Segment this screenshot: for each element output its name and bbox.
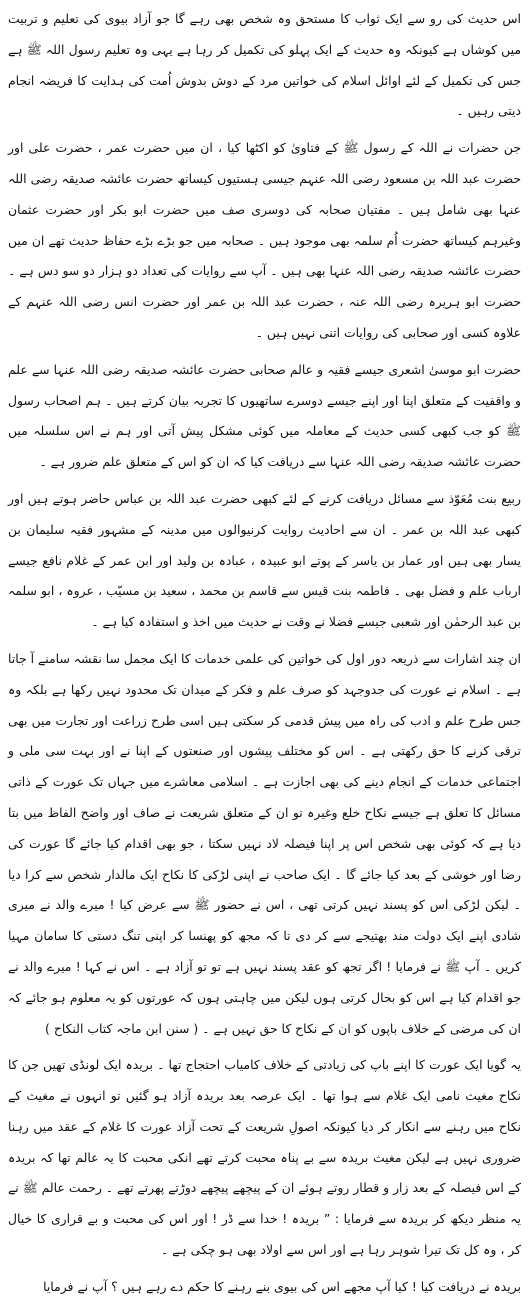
paragraph-bareerah-story: یہ گویا ایک عورت کا اپنے باپ کی زیادتی کے خلاف کامیاب احتجاج تھا ۔ بریدہ ایک لونڈی تھیں جن کا نکاح مغیث نامی ایک غلام سے ہوا تھا ۔ ایک عرصہ بعد بریدہ آزاد ہو گئیں تو انہوں نے مغیث کے نکاح میں رہنے سے انکار کر دیا کیونکہ اصولِ شریعت کے تحت آزاد عورت کا غلام کے عقد میں رہنا ضروری نہیں ہے لیکن مغیث بریدہ سے بے پناہ محبت کرتے تھے انکی محبت کا یہ عالم تھا کہ بریدہ کے اس فیصلہ کے بعد زار و قطار روتے ہوئے ان کے پیچھے پیچھے دوڑتے پھرتے تھے ۔ رحمت عالم ﷺ نے یہ منظر دیکھ کر بریدہ سے فرمایا : ” بریدہ ! خدا سے ڈر ! اور اس کی محبت و بے قراری کا خیال کر ، وہ کل تک تیرا شوہر رہا ہے اور اس سے اولاد بھی ہو چکی ہے ۔ bbox=[8, 1057, 521, 1258]
paragraph-bareerah-question: بریدہ نے دریافت کیا ! کیا آپ مجھے اس کی بیوی بنے رہنے کا حکم دے رہے ہیں ؟ آپ نے فرمایا bbox=[43, 1278, 521, 1294]
paragraph-hadith-reward: اس حدیث کی رو سے ایک ثواب کا مستحق وہ شخص بھی رہے گا جو آزاد بیوی کی تعلیم و تربیت میں کوشاں ہے کیونکہ وہ حدیث کے ایک پہلو کی تکمیل کر رہا ہے یہی وہ تعلیم رسول اللہ ﷺ ہے جس کی تکمیل کے لئے اوائل اسلام کی خواتین مرد کے دوش بدوش اُمت کی ہدایت کا فریضہ انجام دیتی رہیں ۔ bbox=[8, 11, 521, 119]
paragraph-rubayyi-narrators: ربیع بنت مُعَوّذ سے مسائل دریافت کرنے کے لئے کبھی حضرت عبد اللہ بن عباس حاضر ہوتے ہیں اور کبھی عبد اللہ بن عمر ۔ ان سے احادیث روایت کرنیوالوں میں مدینہ کے مشہور فقیہ سلیمان بن یسار بھی ہیں اور عمار بن یاسر کے پوتے ابو عبیدہ ، عبادہ بن ولید اور ابن عمر کے غلام نافع جیسے ارباب علم و فضل بھی ۔ فاطمہ بنت قیس سے قاسم بن محمد ، سعید بن مسیّب ، عروہ ، ابو سلمہ بن عبد الرحمٰن اور شعبی جیسے فضلا نے وقت نے حدیث میں اخذ و استفادہ کیا ہے ۔ bbox=[8, 490, 521, 630]
paragraph-fatawa-companions: جن حضرات نے اللہ کے رسول ﷺ کے فتاویٰ کو اکٹھا کیا ، ان میں حضرت عمر ، حضرت علی اور حضرت عبد اللہ بن مسعود رضی اللہ عنہم جیسی ہستیوں کیساتھ حضرت عائشہ صدیقہ رضی اللہ عنہا بھی شامل ہیں ۔ مفتیان صحابہ کی دوسری صف میں حضرت ابو بکر اور حضرت عثمان وغیرہم کیساتھ حضرت اُم سلمہ بھی موجود ہیں ۔ صحابہ میں جو بڑے بڑے حفاظ حدیث تھے ان میں حضرت عائشہ صدیقہ رضی اللہ عنہا بھی ہیں ۔ آپ سے روایات کی تعداد دو ہزار دو سو دس ہے ۔ حضرت ابو ہریرہ رضی اللہ عنہ ، حضرت عبد اللہ بن عمر اور حضرت انس رضی اللہ عنہم کے علاوہ کسی اور صحابی کی روایات اتنی نہیں ہیں ۔ bbox=[8, 140, 521, 340]
paragraph-abu-musa-testimony: حضرت ابو موسیٰ اشعری جیسے فقیہ و عالم صحابی حضرت عائشہ صدیقہ رضی اللہ عنہا سے علم و واقفیت کے متعلق اپنا اور اپنے جیسے دوسرے ساتھیوں کا تجربہ بیان کرتے ہیں ۔ ہم اصحاب رسول ﷺ کو جب کبھی کسی حدیث کے معاملہ میں کوئی مشکل پیش آتی اور ہم نے اس سلسلہ میں حضرت عائشہ صدیقہ رضی اللہ عنہا سے دریافت کیا کہ ان کو اس کے متعلق علم ضرور ہے ۔ bbox=[8, 361, 521, 470]
paragraph-women-rights: ان چند اشارات سے ذریعہ دور اول کی خواتین کی علمی خدمات کا ایک مجمل سا نقشہ سامنے آ جاتا ہے ۔ اسلام نے عورت کی جدوجہد کو صرف علم و فکر کے میدان تک محدود نہیں رکھا ہے بلکہ وہ جس طرح علم و ادب کی راہ میں پیش قدمی کر سکتی ہیں اسی طرح زراعت اور تجارت میں بھی ترقی کرنے کا حق رکھتی ہے ۔ اس کو مختلف پیشوں اور صنعتوں کے اپنا نے اور بہت سی ملی و اجتماعی خدمات کے انجام دینے کی بھی اجازت ہے ۔ اسلامی معاشرے میں جہاں تک عورت کے ذاتی مسائل کا تعلق ہے جیسے نکاح خلع وغیرہ تو ان کے متعلق شریعت نے صاف اور واضح الفاظ میں بتا دیا ہے کہ کوئی بھی شخص اس پر اپنا فیصلہ لاد نہیں سکتا ، جو بھی اقدام کیا جائے گا عورت کی رضا اور خوشی کے بعد کیا جائے گا ۔ ایک صاحب نے اپنی لڑکی کا نکاح ایک مالدار شخص سے کرا دیا ۔ لیکن لڑکی اس کو پسند نہیں کرتی تھی ، اس نے حضور ﷺ سے عرض کیا ! میرے والد نے میری شادی اپنے ایک دولت مند بھتیجے سے کر دی تا کہ مجھ کو پھنسا کر اپنی تنگ دستی کا سامان مہیا کریں ۔ آپ ﷺ نے فرمایا ! اگر تجھ کو عقد پسند نہیں ہے تو تو آزاد ہے ۔ اس نے کہا ! میرے والد نے جو اقدام کیا ہے اس کو بحال کرتی ہوں لیکن میں چاہتی ہوں کہ عورتوں کو یہ معلوم ہو جائے کہ ان کی مرضی کے خلاف باپوں کو ان کے نکاح کا حق نہیں ہے ۔ ( سنن ابن ماجہ کتاب النکاح ) bbox=[8, 650, 521, 1036]
